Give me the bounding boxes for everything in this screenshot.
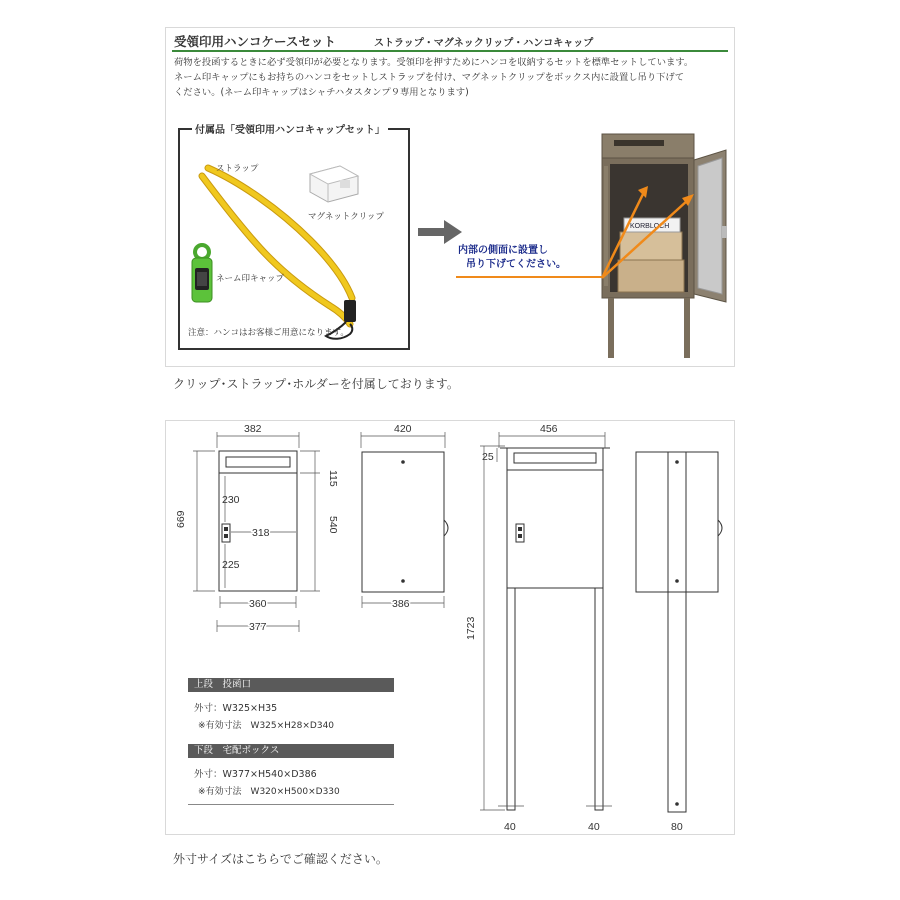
spec-table [188,678,394,798]
caption-dimensions: 外寸サイズはこちらでご確認ください。 [173,852,388,866]
magnet-clip-label: マグネットクリップ [308,212,384,222]
dim-front-total-height: 669 [175,510,187,528]
box-label: KORBLOCH [630,223,670,230]
name-cap-label: ネーム印キャップ [216,274,285,284]
spec-lower-effective: ※有効寸法 W320×H500×D330 [198,787,340,797]
dim-stand-offset: 25 [482,451,494,463]
dim-front-upper: 230 [222,494,240,506]
spec-divider [188,804,394,805]
dim-side-bottom: 386 [392,598,410,610]
dim-leg-side: 80 [671,821,683,833]
spec-lower-header: 下段 宅配ボックス [188,744,394,758]
dim-front-lower: 225 [222,559,240,571]
caption-accessories: クリップ･ストラップ･ホルダーを付属しております。 [173,377,459,391]
description-line: ネーム印キャップにもお持ちのハンコをセットしストラップを付け、マグネットクリップをボックス内に設置し吊り下げて [174,72,685,83]
dim-front-box-height: 540 [327,516,339,534]
callout-line: 内部の側面に設置し [458,245,548,256]
description-line: ください。(ネーム印キャップはシャチハタスタンプ９専用となります) [174,87,469,98]
dim-front-bottom-width1: 360 [249,598,267,610]
strap-label: ストラップ [216,164,259,174]
spec-lower-outer: 外寸：W377×H540×D386 [194,769,317,780]
dim-front-slot-height: 115 [327,470,339,487]
dim-side-top: 420 [394,423,412,435]
description-line: 荷物を投函するときに必ず受領印が必要となります。受領印を押すためにハンコを収納するセットを標準セットしています。 [174,57,694,68]
dim-stand-width: 456 [540,423,558,435]
side-view-body [362,452,444,592]
stand-view-body [507,448,603,588]
dim-front-bottom-width2: 377 [249,621,267,633]
callout-line: 吊り下げてください。 [466,259,566,270]
dim-front-top-width: 382 [244,423,262,435]
spec-upper-effective: ※有効寸法 W325×H28×D340 [198,721,335,731]
section-title: 受領印用ハンコケースセット [174,34,336,49]
dim-leg2: 40 [588,821,600,833]
spec-upper-header: 上段 投函口 [188,678,394,692]
note-text: 注意：ハンコはお客様ご用意になります。 [188,328,349,338]
section-subtitle: ストラップ・マグネックリップ・ハンコキャップ [374,38,594,49]
accessories-title: 付属品「受領印用ハンコキャップセット」 [192,121,388,136]
spec-upper-outer: 外寸：W325×H35 [194,703,278,714]
dim-leg1: 40 [504,821,516,833]
dim-front-handle: 318 [252,527,270,539]
dim-stand-height: 1723 [465,616,477,640]
stand-side-view-body [636,452,718,592]
